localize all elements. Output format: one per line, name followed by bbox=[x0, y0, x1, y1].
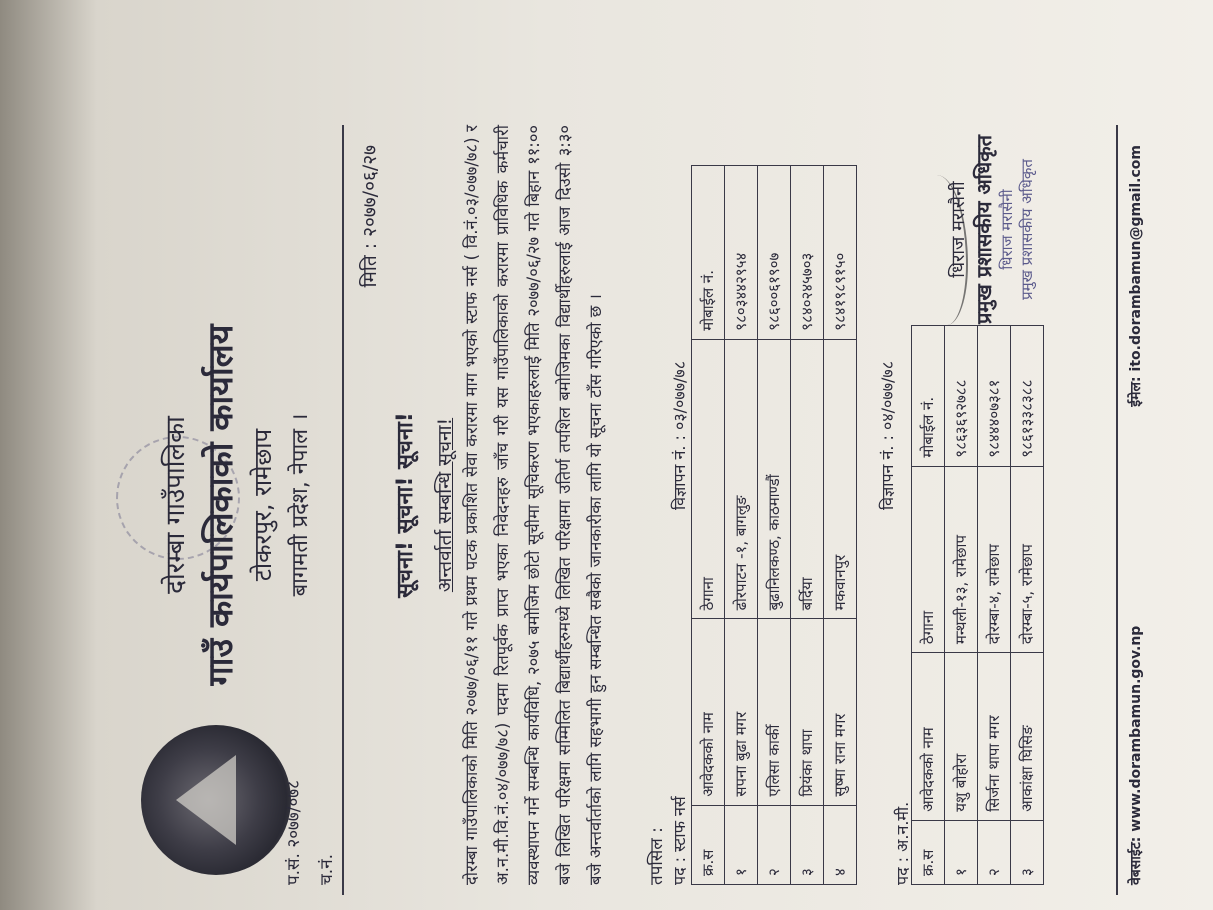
column-header: आवेदकको नाम bbox=[692, 619, 725, 805]
cell-serial: २ bbox=[978, 820, 1011, 884]
cell-mobile: ९८०३४४२९५४ bbox=[725, 166, 758, 340]
cell-name: सुष्मा राना मगर bbox=[824, 619, 857, 805]
cell-serial: ३ bbox=[791, 805, 824, 884]
cell-name: प्रियंका थापा bbox=[791, 619, 824, 805]
cell-serial: १ bbox=[945, 820, 978, 884]
cell-address: बुढानिलकण्ठ, काठमाण्डौं bbox=[758, 339, 791, 619]
office-name: गाउँ कार्यपालिकाको कार्यालय bbox=[201, 324, 241, 686]
cell-name: सपना बुढा मगर bbox=[725, 619, 758, 805]
cell-serial: ४ bbox=[824, 805, 857, 884]
column-header: मोबाईल नं. bbox=[692, 166, 725, 340]
table-row bbox=[824, 166, 857, 885]
anm-table bbox=[911, 325, 1044, 885]
stamp-title: प्रमुख प्रशासकीय अधिकृत bbox=[1018, 159, 1036, 300]
notice-subtitle: अन्तर्वार्ता सम्बन्धि सूचना! bbox=[434, 417, 456, 593]
cell-mobile: ९८६३६९२७८८ bbox=[945, 326, 978, 467]
table-header-row bbox=[912, 326, 945, 885]
cell-serial: २ bbox=[758, 805, 791, 884]
column-header: ठेगाना bbox=[912, 466, 945, 653]
cell-address: दोरम्बा-४, रामेछाप bbox=[978, 466, 1011, 653]
table-row bbox=[1011, 326, 1044, 885]
cell-mobile: ९८४४४०७३८१ bbox=[978, 326, 1011, 467]
notice-date: मिति : २०७७/०६/२७ bbox=[359, 145, 381, 288]
advertisement-number-2: विज्ञापन नं. : ०४/०७७/७८ bbox=[878, 360, 897, 510]
cell-name: सिर्जना थापा मगर bbox=[978, 653, 1011, 821]
cell-address: दोरम्बा-५, रामेछाप bbox=[1011, 466, 1044, 653]
table-row bbox=[978, 326, 1011, 885]
table-row bbox=[758, 166, 791, 885]
details-label: तपसिल : bbox=[647, 827, 667, 885]
office-address: टोकरपुर, रामेछाप bbox=[249, 428, 277, 582]
signatory-title: प्रमुख प्रशासकीय अधिकृत bbox=[972, 135, 996, 324]
cell-mobile: ९८४०२४५७०३ bbox=[791, 166, 824, 340]
dispatch-number: च.नं. bbox=[317, 853, 337, 885]
table-row bbox=[945, 326, 978, 885]
cell-address: बर्दिया bbox=[791, 339, 824, 619]
post-label-anm: पद : अ.न.मी. bbox=[893, 801, 912, 885]
province-line: बागमती प्रदेश, नेपाल । bbox=[288, 413, 313, 597]
notice-document bbox=[56, 105, 1156, 905]
footer-email: ईमेल: ito.dorambamun@gmail.com bbox=[1128, 145, 1144, 407]
column-header: मोबाईल नं. bbox=[912, 326, 945, 467]
signature-block bbox=[946, 135, 1037, 324]
notice-title: सूचना! सूचना! सूचना! bbox=[393, 412, 418, 598]
signatory-name: धिराज मरासैनी bbox=[948, 181, 969, 278]
cell-name: आकांक्षा घिसिङ bbox=[1011, 653, 1044, 821]
cell-address: ढोरपाटन -१, बागलुङ bbox=[725, 339, 758, 619]
table-header-row bbox=[692, 166, 725, 885]
header-divider bbox=[342, 125, 344, 895]
cell-mobile: ९८६१३३८३८८ bbox=[1011, 326, 1044, 467]
cell-mobile: ९८४१९८९१५० bbox=[824, 166, 857, 340]
footer-website: वेबसाईट: www.dorambamun.gov.np bbox=[1128, 625, 1144, 885]
cell-address: मन्थली-१३, रामेछाप bbox=[945, 466, 978, 653]
notice-body: दोरम्बा गाउँपालिकाको मिति २०७७/०६/११ गते प्रथम पटक प्रकाशित सेवा करारमा माग भएको स्टाफ नर्स ( वि.नं.०३/०७७/७८) र अ.न.मी.वि.नं.०४/०७७/७८) पदमा रितपूर्वक प्राप्त भएका निवेदनहरु जाँच गरी यस गाउँपालिकाको करारमा प्राविधिक कर्मचारी व्यवस्थापन गर्ने सम्बन्धि कार्यविधि, २०७५ बमोजिम छोटो सूचीमा सूचिकरण भएकाहरुलाई मिति २०७७/०६/२७ गते बिहान ११:०० बजे लिखित परिक्षमा सम्मिलित बिद्यार्थीहरुमध्ये लिखित परिक्षामा उतिर्ण तपशिल बमोजिमका विद्यार्थीहरुलाई आज दिउसो ३:३० बजे अन्तर्वार्ताको लागि सहभागी हुन सम्बन्धित सबैको जानकारीका लागि यो सूचना टाँस गरिएको छ । bbox=[462, 125, 605, 885]
municipality-name: दोरम्बा गाउँपालिका bbox=[161, 416, 191, 594]
column-header: आवेदकको नाम bbox=[912, 653, 945, 821]
staff-nurse-table bbox=[691, 165, 857, 885]
cell-mobile: ९८६००६१९०७ bbox=[758, 166, 791, 340]
column-header: ठेगाना bbox=[692, 339, 725, 619]
cell-serial: १ bbox=[725, 805, 758, 884]
column-header: क्र.स bbox=[692, 805, 725, 884]
cell-name: यशु बोहोरा bbox=[945, 653, 978, 821]
advertisement-number-1: विज्ञापन नं. : ०३/०७७/७८ bbox=[670, 360, 689, 510]
cell-serial: ३ bbox=[1011, 820, 1044, 884]
letter-number: प.सं. २०७७/०७८ bbox=[284, 780, 304, 885]
table-row bbox=[791, 166, 824, 885]
cell-name: एलिसा कार्की bbox=[758, 619, 791, 805]
column-header: क्र.स bbox=[912, 820, 945, 884]
table-row bbox=[725, 166, 758, 885]
post-label-staff-nurse: पद : स्टाफ नर्स bbox=[670, 796, 689, 885]
footer-divider bbox=[1116, 125, 1118, 895]
cell-address: मकवानपुर bbox=[824, 339, 857, 619]
stamp-name: धिराज मरासैनी bbox=[998, 189, 1016, 270]
